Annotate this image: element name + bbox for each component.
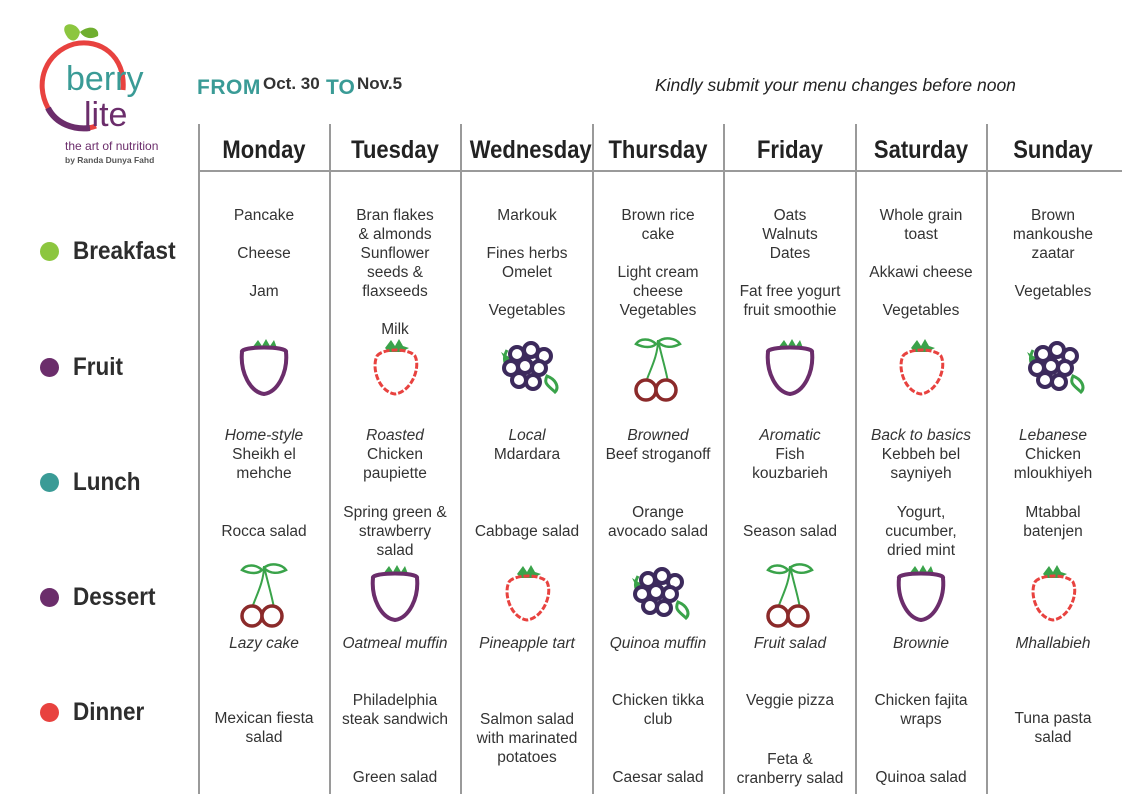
lunch-main: Mdardara [493, 446, 561, 463]
day-header: Monday [222, 136, 306, 164]
dinner-main: Chicken fajita wraps [874, 692, 968, 728]
lunch-dot-icon [40, 473, 59, 492]
lunch-side: Yogurt, cucumber, dried mint [885, 504, 957, 559]
breakfast-item: Jam [249, 283, 279, 300]
lunch-main: Kebbeh bel sayniyeh [881, 446, 961, 482]
dessert-item: Lazy cake [229, 635, 299, 652]
meal-label-fruit: Fruit [40, 352, 129, 382]
dessert-dot-icon [40, 588, 59, 607]
lunch-style: Back to basics [871, 427, 971, 444]
dinner-side: Caesar salad [612, 769, 704, 786]
breakfast-item: Whole grain toast [879, 207, 963, 243]
logo-byline: by Randa Dunya Fahd [65, 155, 155, 165]
lunch-style: Home-style [224, 427, 304, 444]
from-label: FROM [197, 76, 261, 99]
dinner-side: Quinoa salad [875, 769, 967, 786]
dessert-item: Oatmeal muffin [342, 635, 448, 652]
lunch-style: Local [508, 427, 546, 444]
dinner-side: Feta & cranberry salad [736, 751, 844, 787]
lunch-main: Beef stroganoff [605, 446, 711, 463]
lunch-main: Fish kouzbarieh [752, 446, 828, 482]
day-header: Sunday [1013, 136, 1093, 164]
fig-icon [234, 336, 294, 405]
fig-icon [365, 562, 425, 631]
breakfast-item: Fat free yogurt fruit smoothie [739, 283, 841, 319]
lunch-main: Chicken paupiette [363, 446, 427, 482]
logo-tagline: the art of nutrition [65, 139, 159, 153]
breakfast-item: Vegetables [488, 302, 566, 319]
day-header: Wednesday [469, 136, 592, 164]
breakfast-item: Cheese [237, 245, 291, 262]
lunch-main: Sheikh el mehche [232, 446, 296, 482]
breakfast-item: Brown mankoushe zaatar [1012, 207, 1094, 262]
breakfast-item: Pancake [233, 207, 295, 224]
submission-notice: Kindly submit your menu changes before noon [655, 75, 1016, 95]
cherry-icon [234, 562, 294, 633]
dinner-main: Tuna pasta salad [1014, 710, 1092, 746]
to-label: TO [326, 76, 355, 99]
strawberry-icon [497, 562, 557, 631]
breakfast-item: Akkawi cheese [869, 264, 973, 281]
fig-icon [891, 562, 951, 631]
breakfast-dot-icon [40, 242, 59, 261]
day-header: Tuesday [351, 136, 439, 164]
breakfast-item: Vegetables [882, 302, 960, 319]
dinner-main: Salmon salad with marinated potatoes [476, 711, 578, 766]
dinner-dot-icon [40, 703, 59, 722]
strawberry-icon [365, 336, 425, 405]
start-date: Oct. 30 [263, 74, 320, 93]
grapes-icon [628, 562, 694, 633]
dinner-main: Veggie pizza [746, 692, 834, 709]
breakfast-item: Oats Walnuts Dates [762, 207, 818, 262]
lunch-style: Lebanese [1018, 427, 1088, 444]
day-header: Friday [756, 136, 824, 164]
day-header: Saturday [873, 136, 969, 164]
grapes-icon [1023, 336, 1089, 407]
strawberry-icon [891, 336, 951, 405]
strawberry-icon [1023, 562, 1083, 631]
svg-text:berry: berry [66, 60, 144, 98]
lunch-style: Roasted [366, 427, 424, 444]
breakfast-item: Light cream cheese Vegetables [617, 264, 699, 319]
dinner-main: Chicken tikka club [611, 692, 705, 728]
breakfast-item: Milk [381, 321, 409, 338]
breakfast-item: Bran flakes & almonds Sunflower seeds & flaxseeds [356, 207, 434, 300]
meal-label-dessert: Dessert [40, 582, 165, 612]
dessert-item: Fruit salad [753, 635, 827, 652]
dinner-main: Mexican fiesta salad [214, 710, 314, 746]
fig-icon [760, 336, 820, 405]
meal-label-dinner: Dinner [40, 697, 152, 727]
lunch-side: Season salad [743, 523, 837, 540]
cherry-icon [628, 336, 688, 407]
meal-label-lunch: Lunch [40, 467, 148, 497]
breakfast-item: Markouk [497, 207, 557, 224]
grapes-icon [497, 336, 563, 407]
lunch-side: Mtabbal batenjen [1023, 504, 1083, 540]
day-header: Thursday [608, 136, 708, 164]
breakfast-item: Fines herbs Omelet [486, 245, 568, 281]
dinner-side: Green salad [352, 769, 438, 786]
dessert-item: Quinoa muffin [609, 635, 707, 652]
header-divider [198, 170, 1122, 172]
end-date: Nov.5 [357, 74, 403, 93]
dessert-item: Mhallabieh [1015, 635, 1091, 652]
breakfast-item: Brown rice cake [621, 207, 695, 243]
lunch-side: Rocca salad [221, 523, 307, 540]
lunch-style: Browned [627, 427, 689, 444]
dessert-item: Brownie [893, 635, 949, 652]
breakfast-item: Vegetables [1014, 283, 1092, 300]
dessert-item: Pineapple tart [479, 635, 575, 652]
dinner-main: Philadelphia steak sandwich [342, 692, 448, 728]
meal-label-breakfast: Breakfast [40, 236, 187, 266]
lunch-style: Aromatic [759, 427, 821, 444]
cherry-icon [760, 562, 820, 633]
lunch-side: Cabbage salad [474, 523, 580, 540]
lunch-main: Chicken mloukhiyeh [1013, 446, 1093, 482]
lunch-side: Spring green & strawberry salad [343, 504, 447, 559]
lunch-side: Orange avocado salad [608, 504, 708, 540]
fruit-dot-icon [40, 358, 59, 377]
svg-text:lite: lite [84, 96, 128, 134]
